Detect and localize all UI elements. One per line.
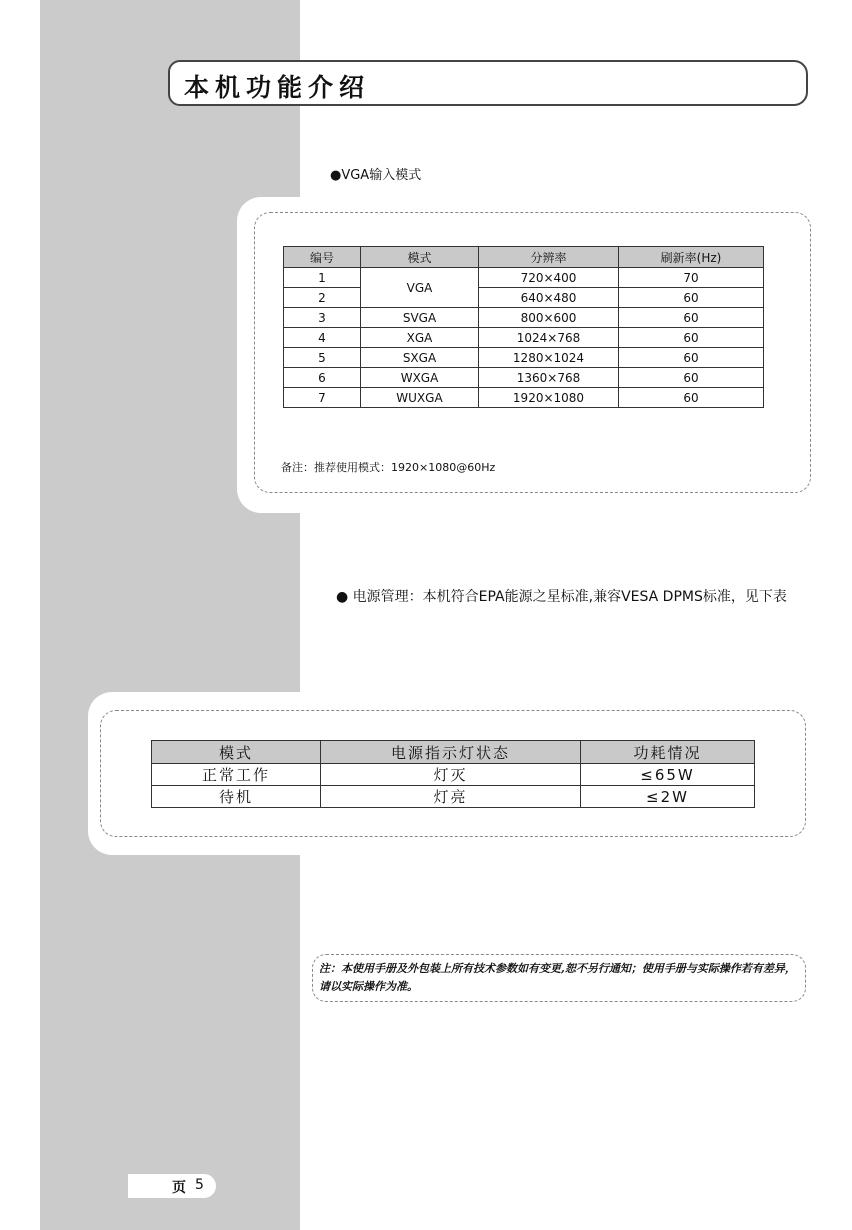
table-row	[284, 368, 764, 388]
cell-resolution: 1280×1024	[479, 348, 619, 368]
cell-number: 1	[284, 268, 361, 288]
table-row	[284, 288, 764, 308]
cell-number: 2	[284, 288, 361, 308]
cell-resolution: 1024×768	[479, 328, 619, 348]
cell-refresh-rate: 60	[619, 388, 764, 408]
cell-refresh-rate: 60	[619, 288, 764, 308]
cell-led-status: 灯灭	[321, 764, 581, 786]
table-row	[284, 388, 764, 408]
power-management-text: ● 电源管理：本机符合EPA能源之星标准,兼容VESA DPMS标准，见下表	[336, 589, 787, 605]
cell-led-status: 灯亮	[321, 786, 581, 808]
cell-number: 6	[284, 368, 361, 388]
cell-refresh-rate: 70	[619, 268, 764, 288]
cell-resolution: 640×480	[479, 288, 619, 308]
header-mode: 模式	[152, 741, 321, 764]
page-sidebar-band	[40, 0, 300, 1230]
cell-number: 4	[284, 328, 361, 348]
vga-recommended-mode-note: 备注：推荐使用模式：1920×1080@60Hz	[281, 461, 496, 474]
cell-power: ≤65W	[581, 764, 755, 786]
cell-resolution: 800×600	[479, 308, 619, 328]
page-number: 5	[195, 1177, 204, 1193]
cell-refresh-rate: 60	[619, 348, 764, 368]
page-title: 本机功能介绍	[184, 73, 371, 102]
cell-mode: WUXGA	[361, 388, 479, 408]
header-refresh-rate: 刷新率(Hz)	[619, 247, 764, 268]
page-title-box	[168, 60, 808, 106]
cell-refresh-rate: 60	[619, 368, 764, 388]
table-row	[152, 764, 755, 786]
cell-refresh-rate: 60	[619, 328, 764, 348]
cell-mode: WXGA	[361, 368, 479, 388]
cell-mode: VGA	[361, 268, 479, 308]
disclaimer-note: 注：本使用手册及外包装上所有技术参数如有变更,恕不另行通知；使用手册与实际操作若有差异，请以实际操作为准。	[312, 954, 806, 1002]
table-header-row	[284, 247, 764, 268]
power-consumption-table	[151, 740, 755, 808]
cell-mode: 待机	[152, 786, 321, 808]
header-number: 编号	[284, 247, 361, 268]
table-row	[284, 308, 764, 328]
table-row	[284, 268, 764, 288]
vga-section-heading: ●VGA输入模式	[330, 168, 422, 183]
cell-number: 5	[284, 348, 361, 368]
header-resolution: 分辨率	[479, 247, 619, 268]
cell-number: 7	[284, 388, 361, 408]
cell-mode: 正常工作	[152, 764, 321, 786]
table-row	[284, 348, 764, 368]
header-led-status: 电源指示灯状态	[321, 741, 581, 764]
table-row	[284, 328, 764, 348]
page-label: 页	[172, 1180, 186, 1196]
vga-mode-table	[283, 246, 764, 408]
cell-refresh-rate: 60	[619, 308, 764, 328]
cell-power: ≤2W	[581, 786, 755, 808]
cell-mode: SXGA	[361, 348, 479, 368]
cell-mode: XGA	[361, 328, 479, 348]
cell-resolution: 1920×1080	[479, 388, 619, 408]
header-power-consumption: 功耗情况	[581, 741, 755, 764]
cell-resolution: 720×400	[479, 268, 619, 288]
table-row	[152, 786, 755, 808]
table-header-row	[152, 741, 755, 764]
cell-number: 3	[284, 308, 361, 328]
header-mode: 模式	[361, 247, 479, 268]
cell-mode: SVGA	[361, 308, 479, 328]
cell-resolution: 1360×768	[479, 368, 619, 388]
